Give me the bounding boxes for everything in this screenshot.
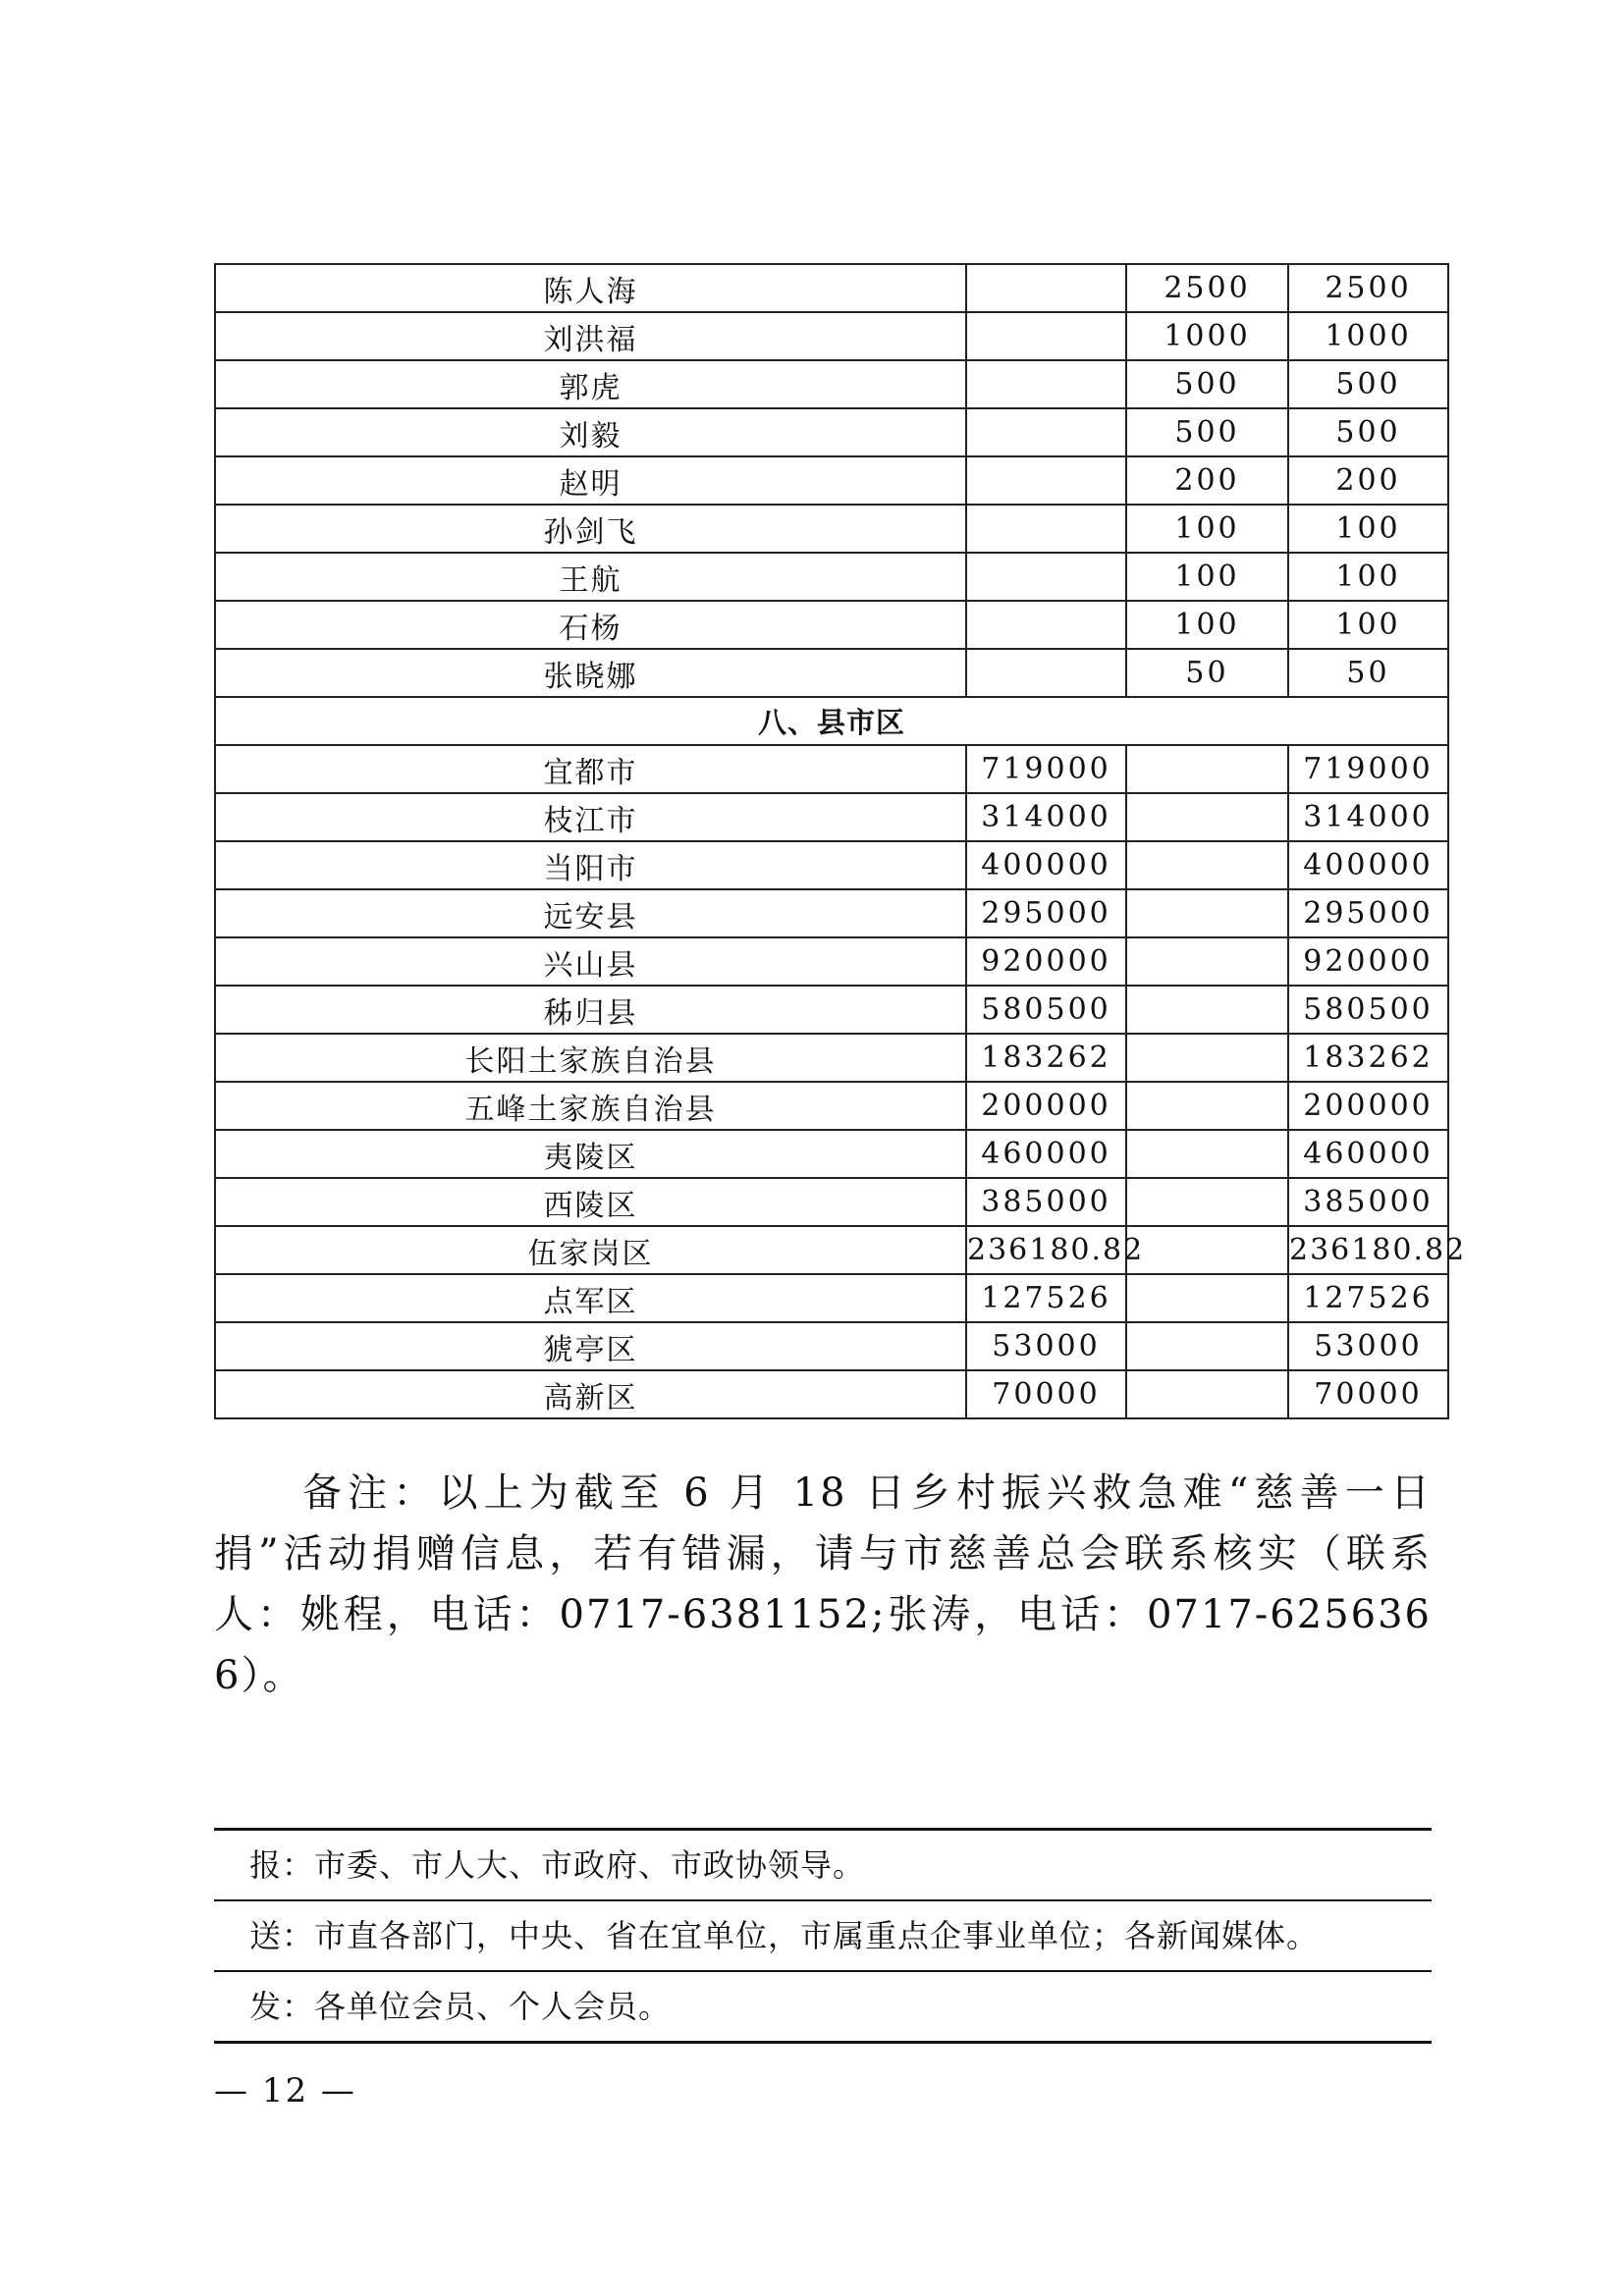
amount-cell: 183262 bbox=[966, 1034, 1126, 1082]
amount-cell bbox=[966, 264, 1126, 312]
donor-name-cell: 刘洪福 bbox=[215, 312, 966, 360]
total-cell: 100 bbox=[1288, 601, 1448, 649]
amount-cell: 236180.82 bbox=[966, 1226, 1126, 1274]
table-row bbox=[215, 1322, 1448, 1370]
table-row bbox=[215, 649, 1448, 697]
amount-cell bbox=[966, 553, 1126, 601]
donor-name-cell: 秭归县 bbox=[215, 986, 966, 1034]
remarks-note bbox=[214, 1463, 1432, 1706]
amount-cell bbox=[1126, 841, 1288, 889]
amount-cell bbox=[1126, 1130, 1288, 1178]
amount-cell bbox=[966, 456, 1126, 505]
total-cell: 1000 bbox=[1288, 312, 1448, 360]
total-cell: 53000 bbox=[1288, 1322, 1448, 1370]
amount-cell bbox=[1126, 745, 1288, 793]
donor-name-cell: 五峰土家族自治县 bbox=[215, 1082, 966, 1130]
total-cell: 100 bbox=[1288, 553, 1448, 601]
remarks-text: 备注：以上为截至 6 月 18 日乡村振兴救急难“慈善一日捐”活动捐赠信息，若有错漏，请与市慈善总会联系核实（联系人：姚程，电话：0717-6381152;张涛，电话：0717-6256366）。 bbox=[214, 1470, 1432, 1698]
total-cell: 580500 bbox=[1288, 986, 1448, 1034]
table-row bbox=[215, 408, 1448, 456]
donor-name-cell: 西陵区 bbox=[215, 1178, 966, 1226]
donor-name-cell: 王航 bbox=[215, 553, 966, 601]
table-row bbox=[215, 937, 1448, 986]
donor-name-cell: 当阳市 bbox=[215, 841, 966, 889]
amount-cell bbox=[1126, 1322, 1288, 1370]
donor-name-cell: 宜都市 bbox=[215, 745, 966, 793]
donor-name-cell: 兴山县 bbox=[215, 937, 966, 986]
table-row bbox=[215, 360, 1448, 408]
amount-cell: 500 bbox=[1126, 408, 1288, 456]
donor-name-cell: 远安县 bbox=[215, 889, 966, 937]
amount-cell: 200000 bbox=[966, 1082, 1126, 1130]
amount-cell: 200 bbox=[1126, 456, 1288, 505]
distribution-bottom-rule bbox=[214, 2041, 1432, 2044]
total-cell: 500 bbox=[1288, 360, 1448, 408]
donation-table bbox=[214, 263, 1467, 1419]
total-cell: 920000 bbox=[1288, 937, 1448, 986]
amount-cell: 295000 bbox=[966, 889, 1126, 937]
amount-cell: 719000 bbox=[966, 745, 1126, 793]
table-row bbox=[215, 1082, 1448, 1130]
donor-name-cell: 长阳土家族自治县 bbox=[215, 1034, 966, 1082]
amount-cell bbox=[966, 601, 1126, 649]
total-cell: 2500 bbox=[1288, 264, 1448, 312]
table-row bbox=[215, 505, 1448, 553]
amount-cell bbox=[1126, 1034, 1288, 1082]
total-cell: 236180.82 bbox=[1288, 1226, 1448, 1274]
total-cell: 183262 bbox=[1288, 1034, 1448, 1082]
total-cell: 719000 bbox=[1288, 745, 1448, 793]
amount-cell: 100 bbox=[1126, 553, 1288, 601]
distribution-block bbox=[214, 1828, 1432, 2044]
total-cell: 100 bbox=[1288, 505, 1448, 553]
donor-name-cell: 石杨 bbox=[215, 601, 966, 649]
table-row bbox=[215, 553, 1448, 601]
donor-name-cell: 点军区 bbox=[215, 1274, 966, 1322]
amount-cell bbox=[1126, 1370, 1288, 1418]
donor-name-cell: 陈人海 bbox=[215, 264, 966, 312]
amount-cell: 400000 bbox=[966, 841, 1126, 889]
amount-cell bbox=[966, 312, 1126, 360]
amount-cell bbox=[1126, 1226, 1288, 1274]
donor-name-cell: 枝江市 bbox=[215, 793, 966, 841]
amount-cell: 580500 bbox=[966, 986, 1126, 1034]
table-row bbox=[215, 1178, 1448, 1226]
amount-cell bbox=[966, 408, 1126, 456]
amount-cell bbox=[966, 360, 1126, 408]
page-number: — 12 — bbox=[214, 2071, 356, 2110]
amount-cell: 100 bbox=[1126, 505, 1288, 553]
donor-name-cell: 刘毅 bbox=[215, 408, 966, 456]
amount-cell: 1000 bbox=[1126, 312, 1288, 360]
amount-cell: 460000 bbox=[966, 1130, 1126, 1178]
total-cell: 50 bbox=[1288, 649, 1448, 697]
donor-name-cell: 张晓娜 bbox=[215, 649, 966, 697]
donor-name-cell: 赵明 bbox=[215, 456, 966, 505]
table-row bbox=[215, 1226, 1448, 1274]
table-row bbox=[215, 456, 1448, 505]
table-row bbox=[215, 1370, 1448, 1418]
donation-table-body bbox=[215, 264, 1467, 1418]
amount-cell bbox=[1126, 889, 1288, 937]
amount-cell: 53000 bbox=[966, 1322, 1126, 1370]
total-cell: 295000 bbox=[1288, 889, 1448, 937]
table-row bbox=[215, 841, 1448, 889]
total-cell: 460000 bbox=[1288, 1130, 1448, 1178]
distribution-report-line: 报：市委、市人大、市政府、市政协领导。 bbox=[249, 1846, 866, 1884]
table-row bbox=[215, 264, 1448, 312]
distribution-issue-line: 发：各单位会员、个人会员。 bbox=[249, 1988, 672, 2025]
table-row bbox=[215, 601, 1448, 649]
total-cell: 314000 bbox=[1288, 793, 1448, 841]
amount-cell bbox=[1126, 1178, 1288, 1226]
total-cell: 400000 bbox=[1288, 841, 1448, 889]
table-row bbox=[215, 986, 1448, 1034]
amount-cell bbox=[1126, 793, 1288, 841]
donor-name-cell: 伍家岗区 bbox=[215, 1226, 966, 1274]
total-cell: 200000 bbox=[1288, 1082, 1448, 1130]
amount-cell: 920000 bbox=[966, 937, 1126, 986]
donor-name-cell: 郭虎 bbox=[215, 360, 966, 408]
section-title: 八、县市区 bbox=[215, 697, 1448, 745]
amount-cell bbox=[966, 649, 1126, 697]
amount-cell: 385000 bbox=[966, 1178, 1126, 1226]
amount-cell bbox=[966, 505, 1126, 553]
table-row bbox=[215, 1274, 1448, 1322]
amount-cell bbox=[1126, 937, 1288, 986]
donor-name-cell: 夷陵区 bbox=[215, 1130, 966, 1178]
total-cell: 70000 bbox=[1288, 1370, 1448, 1418]
amount-cell: 127526 bbox=[966, 1274, 1126, 1322]
table-row bbox=[215, 793, 1448, 841]
table-row bbox=[215, 1034, 1448, 1082]
amount-cell: 50 bbox=[1126, 649, 1288, 697]
section-row bbox=[215, 697, 1448, 745]
distribution-send-line: 送：市直各部门，中央、省在宜单位，市属重点企事业单位；各新闻媒体。 bbox=[249, 1917, 1320, 1954]
table-row bbox=[215, 745, 1448, 793]
amount-cell: 70000 bbox=[966, 1370, 1126, 1418]
amount-cell: 2500 bbox=[1126, 264, 1288, 312]
amount-cell bbox=[1126, 986, 1288, 1034]
table-row bbox=[215, 312, 1448, 360]
total-cell: 200 bbox=[1288, 456, 1448, 505]
table-row bbox=[215, 889, 1448, 937]
total-cell: 500 bbox=[1288, 408, 1448, 456]
amount-cell bbox=[1126, 1274, 1288, 1322]
total-cell: 127526 bbox=[1288, 1274, 1448, 1322]
donor-name-cell: 猇亭区 bbox=[215, 1322, 966, 1370]
amount-cell: 314000 bbox=[966, 793, 1126, 841]
total-cell: 385000 bbox=[1288, 1178, 1448, 1226]
donor-name-cell: 高新区 bbox=[215, 1370, 966, 1418]
amount-cell bbox=[1126, 1082, 1288, 1130]
donor-name-cell: 孙剑飞 bbox=[215, 505, 966, 553]
amount-cell: 100 bbox=[1126, 601, 1288, 649]
amount-cell: 500 bbox=[1126, 360, 1288, 408]
table-row bbox=[215, 1130, 1448, 1178]
